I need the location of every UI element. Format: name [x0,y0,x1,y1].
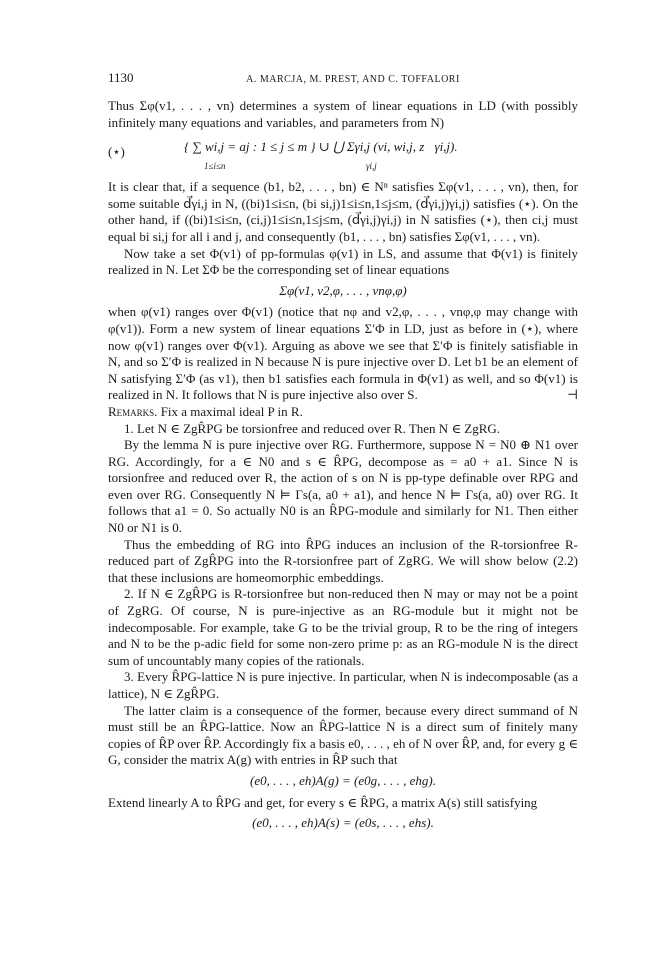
remarks-label: Remarks. [108,403,158,419]
paragraph-latter: The latter claim is a consequence of the former, because every direct summand of N must still be an R̂PG-lattice. Now an R̂PG-lattice N is a direct sum of finitely many copies of R̂P over R̂P. Accordingly fix a basis e0, . . . , eh of N over R̂P, and, for every g ∈ G, consider the matrix A(g) with entries in R̂P such that [108,702,578,768]
qed-symbol: ⊣ [566,387,578,403]
item-3: 3. Every R̂PG-lattice N is pure injective. In particular, when N is indecomposable (as a lattice), N ∈ ZgR̂PG. [108,669,578,701]
equation-tag: (⋆) [108,144,125,160]
paragraph-extend: Extend linearly A to R̂PG and get, for every s ∈ R̂PG, a matrix A(s) still satisfying [108,794,538,810]
paragraph-intro: Thus Σφ(v1, . . . , vn) determines a system of linear equations in LD (with possibly infinitely many equations and variables, and parameters from N) [108,98,578,130]
paragraph-lemma: By the lemma N is pure injective over RG. Furthermore, suppose N = N0 ⊕ N1 over RG. Accordingly, for a ∈ N0 and s ∈ R̂PG, decompose as = a0 + a1. Since N is torsionfree and reduced over R, the action of s on N is pp-type definable over RPG and even over RG. Consequently N ⊨ Γs(a, a0 + a1), and hence N ⊨ Γs(a, a0) over RG. It follows that a1 = 0. So actually N0 is an R̂PG-module and similarly for N1. Then either N0 or N1 is 0. [108,437,578,536]
body-text [108,98,578,832]
page-header [108,70,578,86]
paragraph-when-text: when φ(v1) ranges over Φ(v1) (notice that nφ and v2,φ, . . . , vnφ,φ may change with φ(v1)). Form a new system of linear equations Σ′Φ in LD, just as before in (⋆), where now φ(v1) ranges over Φ(v1). Arguing as above we see that Σ′Φ is finitely satisfiable in N, and so Σ′Φ is realized in N because N is pure injective over D. Let b1 be an element of N satisfying Σ′Φ (as v1), then b1 satisfies each formula in Φ(v1) as well, and so Φ(v1) is realized in N. It follows that N is pure injective also over S. [108,304,578,403]
remarks-text: Fix a maximal ideal P in R. [160,403,303,419]
union-index: γi,j [366,161,377,172]
display-A-g: (e0, . . . , eh)A(g) = (e0g, . . . , ehg). [249,772,437,788]
display-A-s: (e0, . . . , eh)A(s) = (e0s, . . . , ehs). [252,815,434,831]
equation-body: { ∑ wi,j = aj : 1 ≤ j ≤ m } ∪ ⋃ Σγi,j (vi, wi,j, z⃗γi,j). [184,139,458,155]
star-equation [108,137,578,173]
item-1: 1. Let N ∈ ZgR̂PG be torsionfree and reduced over R. Then N ∈ ZgRG. [124,420,501,436]
display-sigma: Σφ(v1, v2,φ, . . . , vnφ,φ) [279,282,407,298]
paragraph-now: Now take a set Φ(v1) of pp-formulas φ(v1) in LS, and assume that Φ(v1) is finitely realized in N. Let ΣΦ be the corresponding set of linear equations [108,245,578,278]
running-head: A. MARCJA, M. PREST, AND C. TOFFALORI [246,74,460,85]
remarks-paragraph [108,404,578,421]
paragraph-when [108,304,578,404]
item-2: 2. If N ∈ ZgR̂PG is R-torsionfree but non-reduced then N may or may not be a point of ZgRG. Of course, N is pure-injective as an RG-module but it might not be indecomposable. For example, take G to be the trivial group, R to be the ring of integers and N to be the p-adic field for some non-zero prime p: as an RG-module N is the direct sum of uncountably many copies of the rationals. [108,586,578,668]
page [108,70,578,837]
paragraph-clear: It is clear that, if a sequence (b1, b2, . . . , bn) ∈ Nⁿ satisfies Σφ(v1, . . . , vn), then, for some suitable d⃗γi,j in N, ((bi)1≤i≤n, (bi si,j)1≤i≤n,1≤j≤m, (d⃗γi,j)γi,j) satisfies (⋆). On the other hand, if ((bi)1≤i≤n, (ci,j)1≤i≤n,1≤j≤m, (d⃗γi,j)γi,j) in N satisfies (⋆), then ci,j must equal bi si,j for all i and j, and consequently (b1, . . . , bn) satisfies Σφ(v1, . . . , vn). [108,179,578,244]
page-number: 1130 [108,70,134,85]
paragraph-thus: Thus the embedding of RG into R̂PG induces an inclusion of the R-torsionfree R-reduced part of ZgR̂PG into the R-torsionfree part of ZgRG. We will show below (2.2) that these inclusions are homeomorphic embeddings. [108,536,578,585]
sum-index: 1≤i≤n [204,161,226,172]
